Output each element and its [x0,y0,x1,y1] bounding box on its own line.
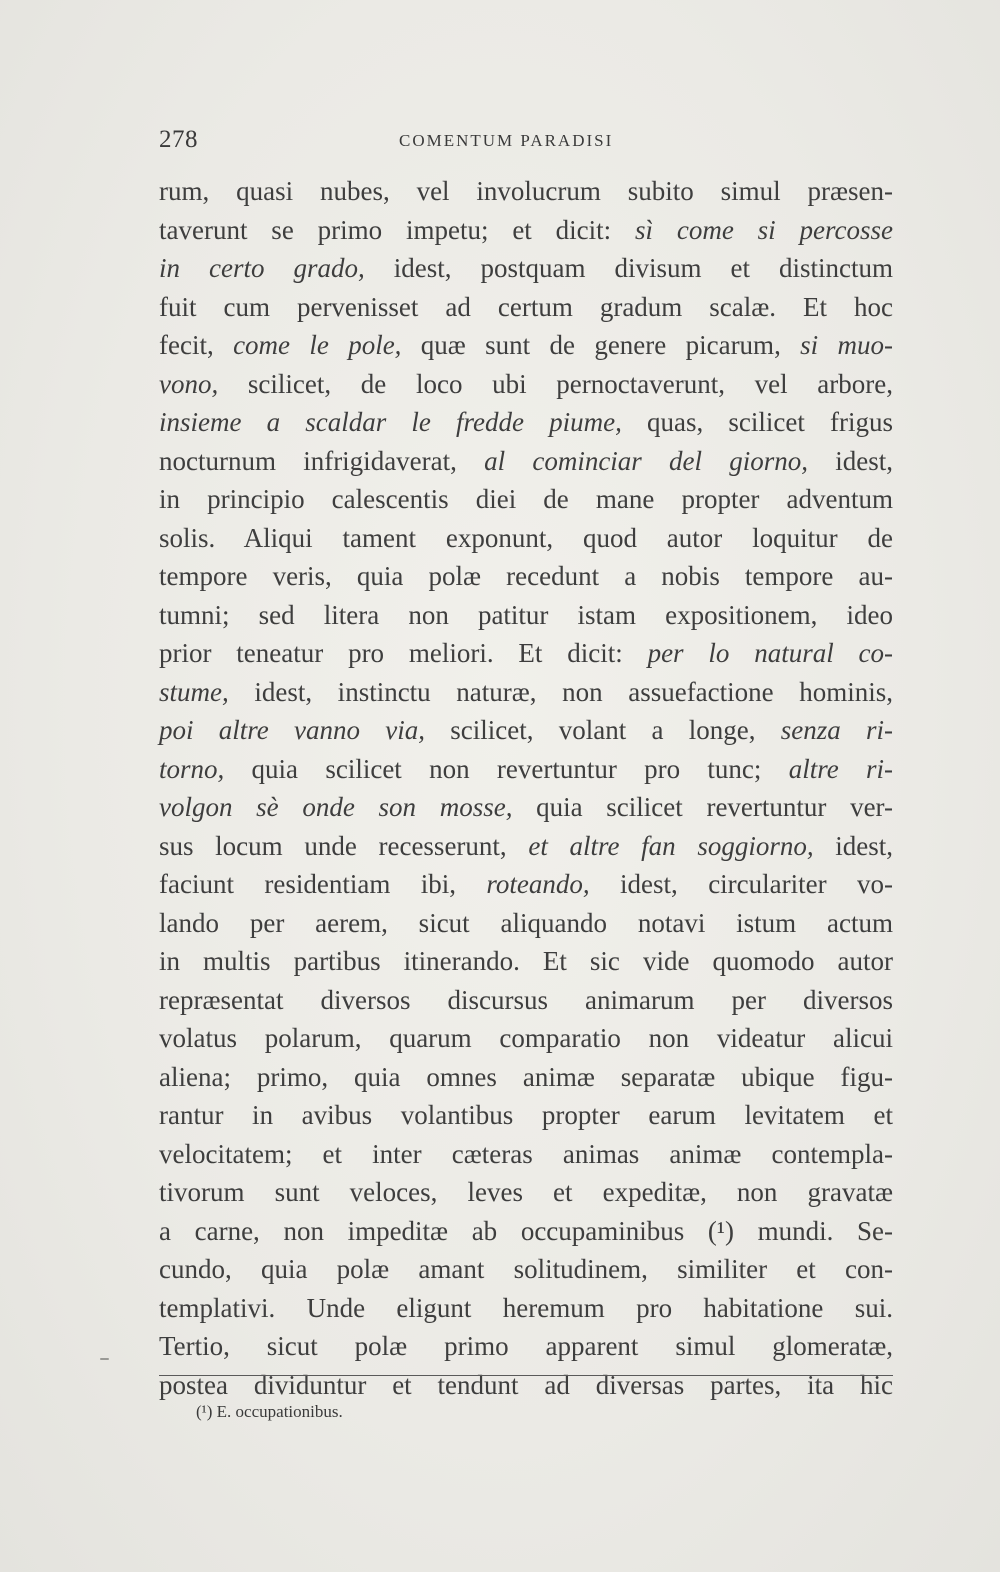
text-segment: aliena; primo, quia omnes animæ separatæ ubique figu- [159,1061,893,1092]
text-line [159,1019,893,1058]
text-line [159,1096,893,1135]
text-segment: solis. Aliqui tament exponunt, quod autor loquitur de [159,522,893,553]
text-segment: templativi. Unde eligunt heremum pro habitatione sui. [159,1292,893,1323]
text-segment: velocitatem; et inter cæteras animas animæ contempla- [159,1138,893,1169]
text-line [159,249,893,288]
italic-quotation: come le pole, [233,330,402,360]
italic-quotation: et altre fan soggiorno, [528,830,814,861]
text-line [159,711,893,750]
text-segment: quas, scilicet frigus [621,407,893,437]
page-header [159,126,893,160]
footnote-text: E. occupationibus. [216,1402,343,1421]
text-segment: postea dividuntur et tendunt ad diversas partes, ita hic [159,1369,893,1400]
text-line [159,1366,893,1405]
text-segment: fecit, [159,330,234,360]
text-line [159,1289,893,1328]
italic-quotation: insieme a scaldar le fredde piume, [159,407,622,437]
text-line [159,1173,893,1212]
text-segment: a carne, non impeditæ ab occupaminibus (¹) mundi. Se- [159,1215,893,1246]
text-segment: idest, circulariter vo- [589,869,894,899]
text-line [159,519,893,558]
text-segment: nocturnum infrigidaverat, [159,445,485,476]
text-segment: quæ sunt de genere picarum, [401,330,801,360]
text-segment: tivorum sunt veloces, leves et expeditæ, non gravatæ [159,1177,893,1207]
italic-quotation: altre ri- [788,753,893,784]
text-segment: quia scilicet non revertuntur pro tunc; [224,753,789,784]
text-line [159,557,893,596]
text-segment: fuit cum pervenisset ad certum gradum scalæ. Et hoc [159,291,893,322]
text-segment: cundo, quia polæ amant solitudinem, similiter et con- [159,1254,893,1284]
text-segment: Tertio, sicut polæ primo apparent simul glomeratæ, [159,1331,893,1361]
text-line [159,211,893,250]
text-line [159,750,893,789]
italic-quotation: al cominciar del giorno, [484,445,809,476]
text-line [159,865,893,904]
text-line [159,981,893,1020]
text-segment: repræsentat diversos discursus animarum per diversos [159,984,893,1015]
footnote-marker: (¹) [196,1402,213,1421]
italic-quotation: vono, [159,368,219,399]
text-segment: in multis partibus itinerando. Et sic vide quomodo autor [159,946,893,976]
text-line [159,403,893,442]
text-line [159,942,893,981]
italic-quotation: si muo- [800,330,893,360]
text-line [159,1327,893,1366]
text-segment: idest, instinctu naturæ, non assuefactione hominis, [228,676,893,707]
text-line [159,634,893,673]
italic-quotation: sì come si percosse [635,214,893,245]
paper-speck [100,1358,109,1360]
text-segment: scilicet, de loco ubi pernoctaverunt, vel arbore, [218,368,893,399]
italic-quotation: in certo grado, [159,253,365,283]
text-segment: scilicet, volant a longe, [425,715,781,745]
italic-quotation: roteando, [486,869,590,899]
page-number: 278 [159,126,198,153]
running-title: COMENTUM PARADISI [399,131,614,150]
text-segment: in principio calescentis diei de mane propter adventum [159,484,893,514]
text-line [159,596,893,635]
text-segment: tempore veris, quia polæ recedunt a nobis tempore au- [159,561,893,591]
text-line [159,788,893,827]
italic-quotation: senza ri- [780,715,893,745]
text-line [159,1250,893,1289]
text-line [159,288,893,327]
main-text-block [159,172,893,1404]
italic-quotation: volgon sè onde son mosse, [159,792,513,822]
text-line [159,442,893,481]
text-segment: quia scilicet revertuntur ver- [512,792,893,822]
text-line [159,1212,893,1251]
italic-quotation: stume, [159,676,229,707]
text-line [159,827,893,866]
italic-quotation: per lo natural co- [647,638,893,668]
text-segment: sus locum unde recesserunt, [159,830,529,861]
footnote-rule [159,1375,893,1376]
text-line [159,326,893,365]
text-segment: lando per aerem, sicut aliquando notavi istum actum [159,907,893,938]
text-line [159,904,893,943]
text-line [159,172,893,211]
text-segment: volatus polarum, quarum comparatio non videatur alicui [159,1023,893,1053]
text-segment: prior teneatur pro meliori. Et dicit: [159,638,648,668]
footnote [196,1402,343,1422]
text-segment: idest, [808,445,893,476]
text-segment: rantur in avibus volantibus propter earum levitatem et [159,1100,893,1130]
text-segment: rum, quasi nubes, vel involucrum subito simul præsen- [159,176,893,206]
text-line [159,1135,893,1174]
text-segment: idest, [813,830,894,861]
text-line [159,480,893,519]
text-line [159,365,893,404]
italic-quotation: poi altre vanno via, [159,715,425,745]
text-segment: faciunt residentiam ibi, [159,869,487,899]
text-segment: idest, postquam divisum et distinctum [364,253,893,283]
italic-quotation: torno, [159,753,225,784]
text-line [159,673,893,712]
text-segment: tumni; sed litera non patitur istam expositionem, ideo [159,599,893,630]
text-line [159,1058,893,1097]
text-segment: taverunt se primo impetu; et dicit: [159,214,635,245]
